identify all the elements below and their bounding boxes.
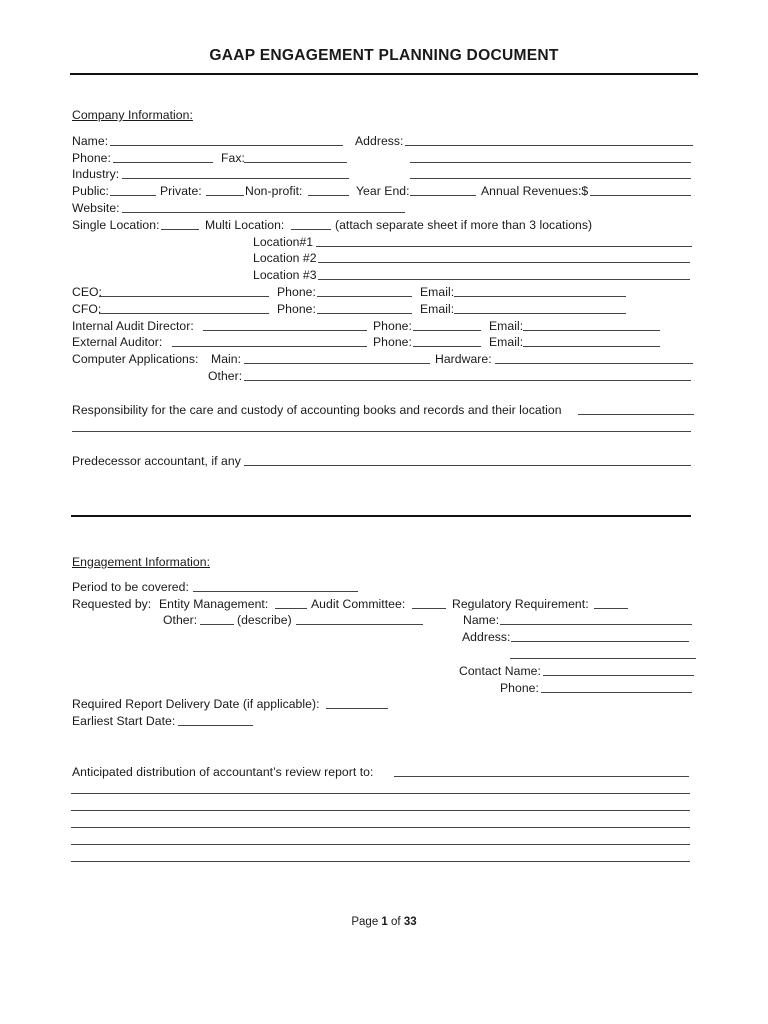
distribution-field-line6[interactable] xyxy=(71,861,690,862)
period-label: Period to be covered: xyxy=(72,580,189,594)
cfo-label: CFO: xyxy=(72,302,102,316)
regulatory-label: Regulatory Requirement: xyxy=(452,597,589,611)
other-apps-field[interactable] xyxy=(244,380,691,381)
location1-field[interactable] xyxy=(316,246,692,247)
cfo-phone-field[interactable] xyxy=(317,313,412,314)
ceo-label: CEO: xyxy=(72,285,102,299)
audit-committee-field[interactable] xyxy=(412,608,446,609)
ceo-field[interactable] xyxy=(99,296,269,297)
annual-revenues-label: Annual Revenues:$ xyxy=(481,184,589,198)
location2-label: Location #2 xyxy=(253,251,317,265)
internal-audit-label: Internal Audit Director: xyxy=(72,319,194,333)
external-auditor-phone-field[interactable] xyxy=(413,346,481,347)
predecessor-field[interactable] xyxy=(244,465,691,466)
delivery-date-field[interactable] xyxy=(326,708,388,709)
address-field-line2[interactable] xyxy=(410,162,691,163)
year-end-label: Year End: xyxy=(356,184,410,198)
nonprofit-field[interactable] xyxy=(308,195,349,196)
contact-phone-label: Phone: xyxy=(500,681,539,695)
nonprofit-label: Non-profit: xyxy=(245,184,303,198)
page-total: 33 xyxy=(403,916,417,928)
title-rule xyxy=(70,73,698,75)
industry-label: Industry: xyxy=(72,167,120,181)
website-label: Website: xyxy=(72,201,120,215)
ceo-phone-field[interactable] xyxy=(317,296,412,297)
page-word: Page xyxy=(351,916,379,928)
ceo-email-field[interactable] xyxy=(454,296,626,297)
location3-field[interactable] xyxy=(318,279,690,280)
page-number: 1 xyxy=(381,916,388,928)
responsibility-label: Responsibility for the care and custody of accounting books and records and their location xyxy=(72,403,562,417)
private-label: Private: xyxy=(160,184,202,198)
external-auditor-phone-label: Phone: xyxy=(373,335,412,349)
engagement-other-field[interactable] xyxy=(200,624,234,625)
distribution-field-line3[interactable] xyxy=(71,810,690,811)
main-field[interactable] xyxy=(244,363,430,364)
address-field[interactable] xyxy=(405,145,693,146)
other-apps-label: Other: xyxy=(208,369,243,383)
contact-name-label: Contact Name: xyxy=(459,664,541,678)
website-field[interactable] xyxy=(122,212,405,213)
internal-audit-phone-label: Phone: xyxy=(373,319,412,333)
industry-field[interactable] xyxy=(122,178,349,179)
cfo-email-field[interactable] xyxy=(454,313,626,314)
fax-field[interactable] xyxy=(244,162,347,163)
name-label: Name: xyxy=(72,134,109,148)
period-field[interactable] xyxy=(193,591,358,592)
regulator-address-field[interactable] xyxy=(511,641,689,642)
regulator-name-label: Name: xyxy=(463,613,500,627)
regulatory-field[interactable] xyxy=(594,608,628,609)
distribution-field-line4[interactable] xyxy=(71,827,690,828)
computer-apps-label: Computer Applications: xyxy=(72,352,199,366)
private-field[interactable] xyxy=(206,195,244,196)
cfo-email-label: Email: xyxy=(420,302,455,316)
hardware-label: Hardware: xyxy=(435,352,492,366)
entity-mgmt-label: Entity Management: xyxy=(159,597,269,611)
page-footer xyxy=(0,916,768,928)
address-field-line3[interactable] xyxy=(410,178,691,179)
regulator-address-label: Address: xyxy=(462,630,511,644)
multi-location-field[interactable] xyxy=(291,229,331,230)
describe-label: (describe) xyxy=(237,613,292,627)
internal-audit-email-label: Email: xyxy=(489,319,524,333)
multi-location-label: Multi Location: xyxy=(205,218,285,232)
contact-name-field[interactable] xyxy=(543,675,694,676)
regulator-name-field[interactable] xyxy=(500,624,692,625)
regulator-address-field-line2[interactable] xyxy=(510,658,696,659)
year-end-field[interactable] xyxy=(410,195,476,196)
cfo-field[interactable] xyxy=(99,313,269,314)
public-field[interactable] xyxy=(110,195,156,196)
location3-label: Location #3 xyxy=(253,268,317,282)
requested-by-label: Requested by: xyxy=(72,597,152,611)
external-auditor-field[interactable] xyxy=(172,346,367,347)
distribution-field-line5[interactable] xyxy=(71,844,690,845)
external-auditor-email-field[interactable] xyxy=(523,346,660,347)
responsibility-field-line2[interactable] xyxy=(72,431,691,432)
describe-field[interactable] xyxy=(296,624,423,625)
multi-location-note: (attach separate sheet if more than 3 locations) xyxy=(335,218,593,232)
internal-audit-email-field[interactable] xyxy=(523,330,660,331)
phone-label: Phone: xyxy=(72,151,111,165)
external-auditor-email-label: Email: xyxy=(489,335,524,349)
single-location-field[interactable] xyxy=(161,229,199,230)
main-label: Main: xyxy=(211,352,242,366)
earliest-start-field[interactable] xyxy=(178,725,253,726)
public-label: Public: xyxy=(72,184,109,198)
external-auditor-label: External Auditor: xyxy=(72,335,163,349)
fax-label: Fax: xyxy=(221,151,245,165)
distribution-field[interactable] xyxy=(394,776,689,777)
internal-audit-field[interactable] xyxy=(203,330,367,331)
earliest-start-label: Earliest Start Date: xyxy=(72,714,176,728)
location1-label: Location#1 xyxy=(253,235,314,249)
entity-mgmt-field[interactable] xyxy=(275,608,307,609)
single-location-label: Single Location: xyxy=(72,218,160,232)
company-info-heading: Company Information: xyxy=(72,108,193,122)
ceo-email-label: Email: xyxy=(420,285,455,299)
document-title: GAAP ENGAGEMENT PLANNING DOCUMENT xyxy=(209,47,559,64)
annual-revenues-field[interactable] xyxy=(590,195,691,196)
internal-audit-phone-field[interactable] xyxy=(413,330,481,331)
engagement-info-heading: Engagement Information: xyxy=(72,555,211,569)
audit-committee-label: Audit Committee: xyxy=(311,597,406,611)
predecessor-label: Predecessor accountant, if any xyxy=(72,454,241,468)
engagement-other-label: Other: xyxy=(163,613,198,627)
hardware-field[interactable] xyxy=(495,363,693,364)
distribution-field-line2[interactable] xyxy=(71,793,690,794)
contact-phone-field[interactable] xyxy=(541,692,692,693)
address-label: Address: xyxy=(355,134,404,148)
distribution-label: Anticipated distribution of accountant’s review report to: xyxy=(72,765,374,779)
name-field[interactable] xyxy=(110,145,343,146)
cfo-phone-label: Phone: xyxy=(277,302,316,316)
ceo-phone-label: Phone: xyxy=(277,285,316,299)
of-word: of xyxy=(391,916,401,928)
responsibility-field[interactable] xyxy=(578,414,694,415)
phone-field[interactable] xyxy=(113,162,213,163)
location2-field[interactable] xyxy=(318,262,690,263)
section-divider xyxy=(71,515,691,517)
delivery-date-label: Required Report Delivery Date (if applicable): xyxy=(72,697,320,711)
